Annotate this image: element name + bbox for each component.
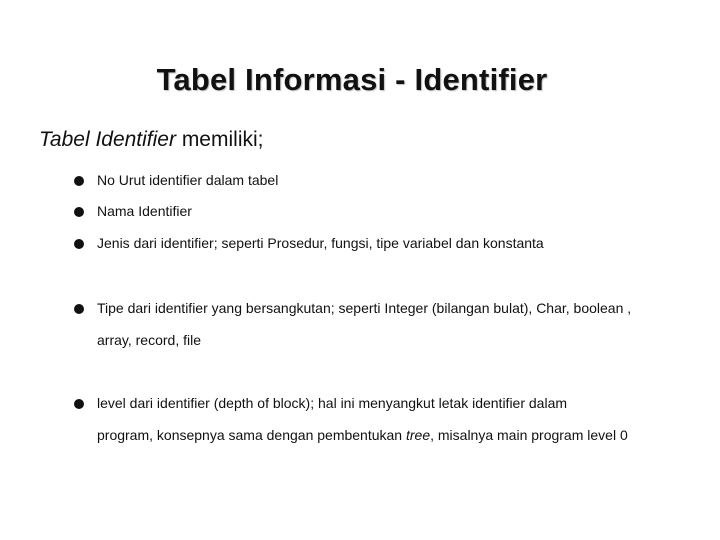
intro-text	[39, 128, 263, 152]
slide-title: Tabel Informasi - Identifier	[156, 62, 548, 97]
bullet-line-italic: tree	[405, 427, 431, 443]
bullet-dot-icon	[74, 207, 84, 217]
bullet-dot-icon	[74, 176, 84, 186]
bullet-line: No Urut identifier dalam tabel	[97, 172, 279, 188]
bullet-line: level dari identifier (depth of block); hal ini menyangkut letak identifier dalam	[97, 395, 568, 411]
bullet-line-part: , misalnya main program level 0	[430, 427, 628, 443]
bullet-text	[97, 164, 697, 196]
bullet-dot-icon	[74, 239, 84, 249]
bullet-text	[97, 195, 697, 227]
bullet-line	[97, 419, 697, 451]
bullet-line: Nama Identifier	[97, 203, 192, 219]
bullet-text	[97, 292, 697, 356]
bullet-dot-icon	[74, 304, 84, 314]
bullet-text	[97, 227, 697, 259]
bullet-line: Tipe dari identifier yang bersangkutan; seperti Integer (bilangan bulat), Char, boolean ,	[97, 300, 632, 316]
bullet-dot-icon	[74, 399, 84, 409]
intro-rest: memiliki;	[175, 128, 264, 151]
bullet-line-part: program, konsepnya sama dengan pembentukan	[97, 427, 406, 443]
bullet-text	[97, 387, 697, 451]
bullet-line: array, record, file	[97, 332, 201, 348]
intro-italic: Tabel Identifier	[39, 128, 176, 151]
bullet-line: Jenis dari identifier; seperti Prosedur, fungsi, tipe variabel dan konstanta	[97, 235, 544, 251]
